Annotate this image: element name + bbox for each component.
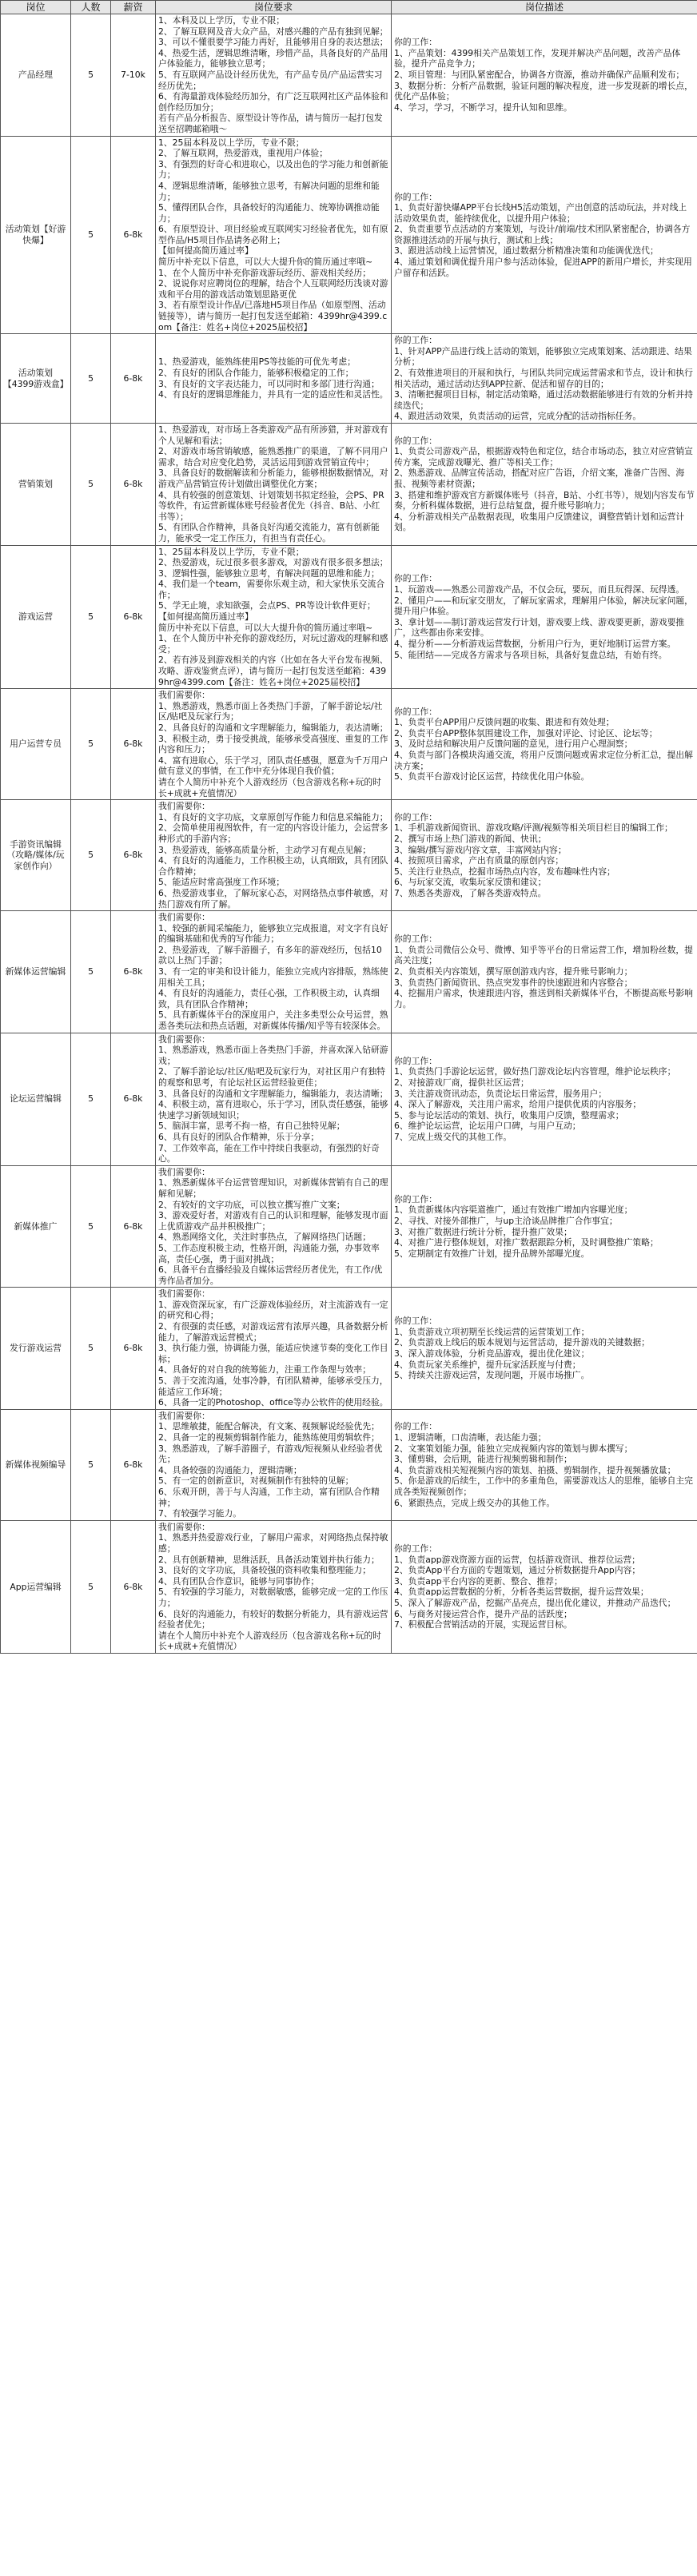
requirement-line: 4、热爱生活，逻辑思维清晰，珍惜产品，具备良好的产品用户体验能力，能够独立思考； <box>158 47 388 70</box>
description-line: 2、寻找、对接外部推广，与up主洽谈品牌推广合作事宜； <box>394 1215 618 1226</box>
cell-description <box>392 545 697 689</box>
table-body <box>1 14 697 1654</box>
description-line: 1、负责app游戏资源方面的运营，包括游戏资讯、推荐位运营； <box>394 1554 640 1565</box>
cell-description <box>392 423 697 545</box>
requirement-line: 6、具备平台直播经验及自媒体运营经历者优先，有工作/优秀作品者加分。 <box>158 1264 383 1286</box>
requirement-line: 若有产品分析报告、原型设计等作品，请与简历一起打包发送至招聘邮箱哦～ <box>158 113 383 134</box>
requirement-line: 1、在个人简历中补充你游戏游玩经历、游戏相关经历； <box>158 267 371 278</box>
requirement-line: 简历中补充以下信息，可以大大提升你的简历通过率哦~ <box>158 622 373 633</box>
requirement-line: 我们需要你： <box>158 912 210 923</box>
cell-position: 产品经理 <box>1 14 71 137</box>
table-row <box>1 1520 697 1653</box>
description-line: 4、学习，学习，不断学习，提升认知和思维。 <box>394 102 572 113</box>
description-line: 4、提分析——分析游戏运营数据，分析用户行为，更好地制订运营方案。 <box>394 639 676 650</box>
requirement-line: 6、热爱游戏事业，了解玩家心态，对网络热点事件敏感，对热门游戏有所了解。 <box>158 887 388 910</box>
cell-salary: 6-8k <box>111 911 156 1033</box>
cell-count: 5 <box>71 1409 111 1520</box>
description-line: 2、文案策划能力强，能独立完成视频内容的策划与脚本撰写； <box>394 1443 633 1454</box>
description-line: 2、负责相关内容策划，撰写原创游戏内容，提升账号影响力； <box>394 966 633 977</box>
header-requirements: 岗位要求 <box>156 1 392 14</box>
description-line: 你的工作： <box>394 1055 437 1066</box>
table-row <box>1 334 697 424</box>
requirement-line: 1、热爱游戏，能熟练使用PS等技能的可优先考虑； <box>158 356 356 368</box>
requirement-line: 2、有很强的责任感，对游戏运营有浓厚兴趣，具备数据分析能力，了解游戏运营模式； <box>158 1321 388 1343</box>
requirement-line: 我们需要你： <box>158 801 210 812</box>
requirement-line: 3、有良好的文字表达能力，可以同时和多部门进行沟通； <box>158 378 380 389</box>
description-line: 4、跟进活动效果，负责活动的运营，完成分配的活动指标任务。 <box>394 411 642 422</box>
cell-position: 新媒体视频编导 <box>1 1409 71 1520</box>
description-line: 1、针对APP产品进行线上活动的策划，能够独立完成策划案、活动跟进、结果分析； <box>394 345 692 368</box>
requirement-line: 6、具有良好的团队合作精神，乐于分享； <box>158 1131 320 1142</box>
description-line: 4、按照项目需求，产出有质量的原创内容； <box>394 855 564 866</box>
requirement-line: 3、有一定的审美和设计能力，能独立完成内容排版，熟练使用相关工具； <box>158 966 388 988</box>
requirement-line: 3、游戏爱好者，对游戏有自己的认识和理解，能够发现市面上优质游戏产品并积极推广； <box>158 1210 388 1232</box>
requirement-line: 2、了解手游论坛/社区/贴吧及玩家行为，对社区用户有独特的观察和思考，有论坛社区运营经验更佳； <box>158 1066 386 1088</box>
description-line: 4、挖掘用户需求，快速跟进内容，推送到相关新媒体平台，不断提高账号影响力。 <box>394 988 693 1009</box>
requirement-line: 1、游戏资深玩家，有广泛游戏体验经历，对主流游戏有一定的研究和心得； <box>158 1299 388 1321</box>
description-line: 4、负责游戏相关短视频内容的策划、拍摄、剪辑制作，提升视频播放量； <box>394 1464 676 1475</box>
description-line: 1、玩游戏——熟悉公司游戏产品，不仅会玩，要玩，而且玩得深、玩得透。 <box>394 584 685 595</box>
requirement-line: 我们需要你： <box>158 1166 210 1177</box>
cell-requirements <box>156 1409 392 1520</box>
cell-description <box>392 911 697 1033</box>
cell-salary: 6-8k <box>111 136 156 334</box>
requirement-line: 我们需要你： <box>158 1033 210 1045</box>
description-line: 4、通过策划和调优提升用户参与活动体验，促进APP的新用户增长，并实现用户留存和活跃。 <box>394 257 692 278</box>
requirement-line: 简历中补充以下信息，可以大大提升你的简历通过率哦~ <box>158 257 373 268</box>
table-row <box>1 911 697 1033</box>
description-line: 你的工作： <box>394 37 437 48</box>
requirement-line: 5、有互联网产品设计经历优先，有产品专员/产品运营实习经历优先； <box>158 69 383 91</box>
cell-description <box>392 1165 697 1288</box>
header-description: 岗位描述 <box>392 1 697 14</box>
cell-requirements <box>156 14 392 137</box>
description-line: 5、参与论坛活动的策划、执行，收集用户反馈，整理需求； <box>394 1109 624 1121</box>
requirement-line: 2、具有创新精神，思维活跃，具备活动策划并执行能力； <box>158 1554 380 1565</box>
description-line: 2、懂用户——和玩家交朋友，了解玩家需求，理解用户体验，解决玩家问题，提升用户体验。 <box>394 595 693 617</box>
requirement-line: 1、熟悉并热爱游戏行业，了解用户需求，对网络热点保持敏感； <box>158 1532 388 1554</box>
cell-salary: 6-8k <box>111 1165 156 1288</box>
requirement-line: 2、对游戏市场营销敏感，能熟悉推广的渠道，了解不同用户需求，结合对应变化趋势，灵活运用到游戏营销宣传中； <box>158 446 388 468</box>
requirement-line: 4、积极主动，富有进取心，乐于学习，团队责任感强，能够快速学习新领域知识； <box>158 1099 388 1121</box>
cell-requirements <box>156 800 392 911</box>
requirement-line: 2、会简单使用视图软件，有一定的内容设计能力，会运营多种形式的手游内容； <box>158 822 388 844</box>
requirement-line: 4、富有进取心，乐于学习，团队责任感强，愿意为千万用户做有意义的事情，在工作中充分体现自我价值； <box>158 754 388 777</box>
cell-salary: 6-8k <box>111 800 156 911</box>
description-line: 1、负责游戏立项初期至长线运营的运营策划工作； <box>394 1326 590 1337</box>
requirement-line: 4、我们是一个team，需要你乐观主动，和大家快乐交流合作； <box>158 579 385 600</box>
description-line: 你的工作： <box>394 573 437 584</box>
description-line: 1、负责好游快爆APP平台长线H5活动策划，产出创意的活动玩法，并对线上活动效果负责，能持续优化，以提升用户体验； <box>394 202 687 224</box>
description-line: 你的工作： <box>394 811 437 822</box>
requirement-line: 5、有较强的学习能力，对数据敏感，能够完成一定的工作压力； <box>158 1587 388 1608</box>
description-line: 4、深入了解游戏，关注用户需求，给用户提供优质的内容服务； <box>394 1099 642 1110</box>
cell-count: 5 <box>71 136 111 334</box>
table-row <box>1 689 697 800</box>
requirement-line: 1、本科及以上学历，专业不限； <box>158 15 285 26</box>
cell-salary: 6-8k <box>111 423 156 545</box>
requirement-line: 2、若有涉及到游戏相关的内容（比如在各大平台发布视频、攻略、游戏鉴赏点评），请与简历一起打包发送至邮箱：4399hr@4399.com【备注：姓名+岗位+2025届校招】 <box>158 655 388 687</box>
requirement-line: 请在个人简历中补充个人游戏经历（包含游戏名称+玩的时长+成就+充值情况） <box>158 1630 381 1652</box>
requirement-line: 3、具备良好的数据解读和分析能力，能够根据数据情况，对游戏产品营销宣传计划做出调整优化方案； <box>158 468 388 489</box>
cell-requirements <box>156 1520 392 1653</box>
description-line: 1、产品策划：4399相关产品策划工作，发现并解决产品问题，改善产品体验，提升产品竞争力； <box>394 47 681 70</box>
description-line: 2、有效推进项目的开展和执行，与团队共同完成运营需求和节点，设计和执行相关活动，通过活动达到APP拉新、促活和留存的目的； <box>394 368 693 389</box>
description-line: 5、持续关注游戏运营，发现问题，开展市场推广。 <box>394 1370 590 1381</box>
header-position: 岗位 <box>1 1 71 14</box>
table-row <box>1 14 697 137</box>
cell-salary: 6-8k <box>111 1288 156 1410</box>
description-line: 1、逻辑清晰，口齿清晰，表达能力强； <box>394 1432 547 1443</box>
table-row <box>1 1165 697 1288</box>
requirement-line: 6、具备一定的Photoshop、office等办公软件的使用经验。 <box>158 1397 388 1408</box>
requirement-line: 我们需要你： <box>158 1521 210 1532</box>
description-line: 3、搭建和维护游戏官方新媒体账号（抖音，B站、小红书等），规划内容发布节奏，分析科媒体数据，进行总结复盘，提升账号影响力； <box>394 489 695 512</box>
cell-count: 5 <box>71 911 111 1033</box>
requirement-line: 4、逻辑思维清晰，能够独立思考，有解决问题的思维和能力； <box>158 180 380 202</box>
cell-count: 5 <box>71 800 111 911</box>
requirement-line: 5、善于交流沟通，处事冷静，有团队精神，能够承受压力，能适应工作环境； <box>158 1376 388 1397</box>
cell-count: 5 <box>71 423 111 545</box>
cell-position: 手游资讯编辑（攻略/媒体/玩家创作向） <box>1 800 71 911</box>
requirement-line: 4、有良好的沟通能力，责任心强，工作积极主动，认真细致，具有团队合作精神； <box>158 988 380 1009</box>
description-line: 2、熟悉游戏、品牌宣传活动，搭配对应广告语，介绍文案，准备广告图、海报、视频等素材资源； <box>394 468 685 489</box>
requirement-line: 【如何提高简历通过率】 <box>158 245 253 257</box>
description-line: 1、负责热门手游论坛运营，做好热门游戏论坛内容管理，维护论坛秩序； <box>394 1066 676 1077</box>
header-row <box>1 1 697 14</box>
requirement-line: 3、若有原型设计作品/已落地H5项目作品（如原型图、活动链接等），请与简历一起打包发送至邮箱：4399hr@4399.com【备注：姓名+岗位+2025届校招】 <box>158 300 388 332</box>
requirement-line: 3、熟悉游戏，了解手游圈子，有游戏/短视频从业经验者优先； <box>158 1443 383 1465</box>
description-line: 6、维护论坛运营，论坛用户口碑，与用户互动； <box>394 1121 581 1132</box>
description-line: 4、分析游戏相关产品数据表现，收集用户反馈建议，调整营销计划和运营计划。 <box>394 511 685 533</box>
requirement-line: 6、有原型设计、项目经验或互联网实习经验者优先，如有原型作品/H5项目作品请务必附上； <box>158 224 388 245</box>
cell-position: 新媒体运营编辑 <box>1 911 71 1033</box>
requirement-line: 7、有较强学习能力。 <box>158 1508 242 1519</box>
requirement-line: 5、工作态度积极主动，性格开朗，沟通能力强，办事效率高，责任心强，勇于面对挑战； <box>158 1242 380 1264</box>
requirement-line: 6、良好的沟通能力，有较好的数据分析能力，具有游戏运营经验者优先； <box>158 1608 388 1630</box>
cell-count: 5 <box>71 334 111 424</box>
cell-salary: 6-8k <box>111 689 156 800</box>
requirement-line: 5、有一定的创新意识，对视频制作有独特的见解； <box>158 1475 354 1487</box>
requirement-line: 2、具备一定的视频剪辑制作能力，能熟练使用剪辑软件； <box>158 1432 380 1443</box>
requirement-line: 4、有良好的逻辑思维能力，并具有一定的适应性和灵活性。 <box>158 389 388 400</box>
description-line: 1、负责公司游戏产品，根据游戏特色和定位，结合市场动态，独立对应营销宣传方案，完成游戏曝光、推广等相关工作； <box>394 446 693 468</box>
table-row <box>1 1409 697 1520</box>
cell-description <box>392 1288 697 1410</box>
description-line: 你的工作： <box>394 934 437 945</box>
requirement-line: 5、有团队合作精神，具备良好沟通交流能力，富有创新能力，能承受一定工作压力，有担当有责任心。 <box>158 522 380 543</box>
cell-description <box>392 136 697 334</box>
table-row <box>1 800 697 911</box>
cell-salary: 6-8k <box>111 545 156 689</box>
description-line: 5、定期制定有效推广计划，提升品牌外部曝光度。 <box>394 1248 590 1259</box>
description-line: 3、关注游戏资讯动态，负责论坛日常运营，服务用户； <box>394 1088 607 1099</box>
cell-count: 5 <box>71 689 111 800</box>
cell-salary: 6-8k <box>111 1409 156 1520</box>
requirement-line: 4、具有较强的创意策划、计划策划书拟定经验，会PS、PR等软件，有运营新媒体账号经验者优先（抖音、B站、小红书等）； <box>158 489 384 522</box>
description-line: 4、负责app运营数据的分析，分析各类运营数据，提升运营效果； <box>394 1587 649 1598</box>
requirement-line: 3、积极主动，勇于接受挑战，能够承受高强度、重复的工作内容和压力； <box>158 733 388 755</box>
requirement-line: 【如何提高简历通过率】 <box>158 611 253 623</box>
requirement-line: 请在个人简历中补充个人游戏经历（包含游戏名称+玩的时长+成就+充值情况） <box>158 776 381 798</box>
requirement-line: 3、具备良好的沟通和文字理解能力，编辑能力，表达清晰； <box>158 1088 388 1099</box>
description-line: 6、紧跟热点，完成上级交办的其他工作。 <box>394 1497 556 1508</box>
description-line: 3、跟进活动线上运营情况，通过数据分析精准决策和功能调优迭代； <box>394 245 659 257</box>
description-line: 你的工作： <box>394 191 437 202</box>
requirement-line: 3、有强烈的好奇心和进取心，以及出色的学习能力和创新能力； <box>158 158 388 181</box>
description-line: 你的工作： <box>394 435 437 446</box>
cell-salary: 7-10k <box>111 14 156 137</box>
cell-count: 5 <box>71 14 111 137</box>
requirement-line: 1、25届本科及以上学历，专业不限； <box>158 137 305 148</box>
cell-description <box>392 1409 697 1520</box>
description-line: 2、负责重要节点活动的方案策划，与设计/前端/技术团队紧密配合，协调各方资源推进活动的开展与执行，测试和上线； <box>394 224 691 245</box>
cell-salary: 6-8k <box>111 1520 156 1653</box>
requirement-line: 3、良好的文字功底，具备较强的资料收集和整理能力； <box>158 1565 371 1576</box>
description-line: 5、你是游戏的后续生，工作中的多重角色，需要游戏达人的思维，能够自主完成各类短视频创作； <box>394 1475 693 1497</box>
requirement-line: 5、懂得团队合作，具备较好的沟通能力、统筹协调推动能力； <box>158 202 380 224</box>
cell-position: 发行游戏运营 <box>1 1288 71 1410</box>
description-line: 2、撰写市场上热门游戏的新闻、快讯； <box>394 833 547 844</box>
cell-requirements <box>156 545 392 689</box>
description-line: 3、对推广数据进行统计分析，提升推广效果； <box>394 1226 572 1237</box>
cell-description <box>392 1033 697 1165</box>
cell-position: 活动策划【好游快爆】 <box>1 136 71 334</box>
description-line: 6、与玩家交流，收集玩家反馈和建议； <box>394 877 547 888</box>
requirement-line: 4、有良好的沟通能力，工作积极主动，认真细致，具有团队合作精神； <box>158 855 388 877</box>
description-line: 你的工作： <box>394 1316 437 1327</box>
description-line: 2、负责平台APP整体氛围建设工作，加强对评论、讨论区、论坛等； <box>394 727 658 739</box>
requirement-line: 1、熟悉游戏，熟悉市面上各类热门手游，了解手游论坛/社区/贴吧及玩家行为； <box>158 700 383 723</box>
requirement-line: 3、逻辑性强，能够独立思考，有解决问题的思维和能力； <box>158 567 380 579</box>
requirement-line: 4、具备较强的沟通能力，逻辑清晰； <box>158 1464 302 1475</box>
cell-position: 论坛运营编辑 <box>1 1033 71 1165</box>
cell-position: 活动策划【4399游戏盒】 <box>1 334 71 424</box>
requirement-line: 6、乐观开朗，善于与人沟通，工作主动，富有团队合作精神； <box>158 1486 380 1508</box>
description-line: 3、编辑/撰写游戏内容文章，丰富网站内容； <box>394 844 567 855</box>
requirement-line: 3、执行能力强，协调能力强，能适应快速节奏的变化工作目标； <box>158 1343 388 1364</box>
requirement-line: 5、学无止境，求知欲强，会点PS、PR等设计软件更好； <box>158 600 376 611</box>
requirement-line: 4、具备好的对自我的统筹能力，注重工作条理与效率； <box>158 1364 371 1376</box>
cell-position: App运营编辑 <box>1 1520 71 1653</box>
cell-requirements <box>156 689 392 800</box>
description-line: 2、负责游戏上线后的版本规划与运营活动，提升游戏的关键数据； <box>394 1337 650 1348</box>
cell-count: 5 <box>71 1033 111 1165</box>
description-line: 5、深入了解游戏产品，挖掘产品亮点，提出优化建议，并推动产品迭代； <box>394 1597 676 1608</box>
table-row <box>1 423 697 545</box>
requirement-line: 5、脑洞丰富，思考不拘一格，有自己独特见解； <box>158 1121 345 1132</box>
cell-description <box>392 689 697 800</box>
table-row <box>1 1033 697 1165</box>
cell-requirements <box>156 1288 392 1410</box>
description-line: 你的工作： <box>394 1543 437 1554</box>
requirement-line: 2、热爱游戏，了解手游圈子，有多年的游戏经历，包括10款以上热门手游； <box>158 944 382 966</box>
cell-count: 5 <box>71 1288 111 1410</box>
requirement-line: 2、有较好的文字功底，可以独立撰写推广文案； <box>158 1199 345 1210</box>
cell-requirements <box>156 136 392 334</box>
requirement-line: 1、在个人简历中补充你的游戏经历，对玩过游戏的理解和感受； <box>158 633 388 655</box>
description-line: 6、与商务对接运营合作，提升产品的活跃度； <box>394 1608 572 1619</box>
cell-count: 5 <box>71 1520 111 1653</box>
requirement-line: 7、工作效率高，能在工作中持续自我驱动，有强烈的好奇心。 <box>158 1142 380 1165</box>
description-line: 7、熟悉各类游戏，了解各类游戏特点。 <box>394 887 547 898</box>
cell-position: 新媒体推广 <box>1 1165 71 1288</box>
description-line: 3、清晰把握项目目标，制定活动策略，通过活动数据能够进行有效的分析并持续迭代； <box>394 389 693 411</box>
description-line: 1、负责新媒体内容渠道推广，通过有效推广增加内容曝光度； <box>394 1204 633 1216</box>
requirement-line: 6、有海量游戏体验经历加分，有广泛互联网社区产品体验和创作经历加分； <box>158 91 388 113</box>
cell-count: 5 <box>71 545 111 689</box>
description-line: 3、负责热门新闻资讯、热点突发事件的快速跟进和内容整合； <box>394 977 633 988</box>
requirement-line: 1、熟悉游戏，熟悉市面上各类热门手游，并喜欢深入钻研游戏； <box>158 1045 388 1066</box>
cell-requirements <box>156 1033 392 1165</box>
requirement-line: 2、有良好的团队合作能力，能够积极稳定的工作； <box>158 368 354 378</box>
description-line: 4、负责玩家关系维护，提升玩家活跃度与付费； <box>394 1359 581 1370</box>
description-line: 你的工作： <box>394 706 437 717</box>
description-line: 2、项目管理：与团队紧密配合，协调各方资源，推动并确保产品顺利发布； <box>394 69 685 80</box>
cell-requirements <box>156 423 392 545</box>
requirement-line: 1、思维敏捷，能配合解决，有文案、视频解说经验优先； <box>158 1421 380 1432</box>
description-line: 7、积极配合营销活动的开展，实现运营目标。 <box>394 1619 572 1630</box>
cell-description <box>392 14 697 137</box>
cell-salary: 6-8k <box>111 1033 156 1165</box>
requirement-line: 我们需要你： <box>158 690 210 701</box>
description-line: 1、手机游戏新闻资讯、游戏攻略/评测/视频等相关项目栏目的编辑工作； <box>394 822 673 834</box>
cell-description <box>392 1520 697 1653</box>
description-line: 3、深入游戏体验，分析竞品游戏，提出优化建议； <box>394 1348 590 1360</box>
requirement-line: 1、有良好的文字功底，文章原创写作能力和信息采编能力； <box>158 811 388 822</box>
description-line: 3、及时总结和解决用户反馈问题的意见，进行用户心理洞察； <box>394 739 633 750</box>
cell-count: 5 <box>71 1165 111 1288</box>
description-line: 1、负责公司微信公众号、微博、知乎等平台的日常运营工作，增加粉丝数，提高关注度； <box>394 944 693 966</box>
requirement-line: 2、了解互联网及音大众产品，对感兴趣的产品有独到见解； <box>158 26 388 37</box>
cell-description <box>392 334 697 424</box>
cell-requirements <box>156 911 392 1033</box>
cell-description <box>392 800 697 911</box>
cell-salary: 6-8k <box>111 334 156 424</box>
description-line: 3、懂剪辑，会后期，能进行视频剪辑和制作； <box>394 1454 572 1465</box>
table-row <box>1 545 697 689</box>
description-line: 3、数据分析：分析产品数据，验证问题的解决程度，进一步发现新的增长点，优化产品体验； <box>394 80 693 102</box>
requirement-line: 1、热爱游戏，对市场上各类游戏产品有所涉猎，并对游戏有个人见解和看法； <box>158 424 388 446</box>
requirement-line: 1、较强的新闻采编能力，能够独立完成报道，对文字有良好的编辑基础和优秀的写作能力； <box>158 922 388 945</box>
cell-position: 用户运营专员 <box>1 689 71 800</box>
requirement-line: 1、熟悉新媒体平台运营管理知识，对新媒体营销有自己的理解和见解； <box>158 1177 388 1199</box>
requirement-line: 5、具有新媒体平台的深度用户，关注多类型公众号运营，熟悉各类玩法和热点话题，对新媒体传播/知乎等有较深体会。 <box>158 1009 388 1032</box>
table-row <box>1 1288 697 1410</box>
requirement-line: 4、具有团队合作意识，能够与同事协作； <box>158 1575 320 1587</box>
description-line: 3、拿计划——制订游戏运营发行计划，游戏要上线、游戏要更新，游戏要推广，这些都由你来安排。 <box>394 616 685 639</box>
description-line: 4、负责与部门各模块沟通交流，将用户反馈问题或需求定位分析汇总，提出解决方案； <box>394 749 693 771</box>
cell-position: 营销策划 <box>1 423 71 545</box>
description-line: 1、负责平台APP用户反馈问题的收集、跟进和有效处理； <box>394 717 615 728</box>
table-row <box>1 136 697 334</box>
description-line: 你的工作： <box>394 1193 437 1204</box>
header-count: 人数 <box>71 1 111 14</box>
description-line: 5、负责平台游戏讨论区运营，持续优化用户体验。 <box>394 771 590 782</box>
description-line: 5、能团结——完成各方需求与各项目标，具备好复盘总结，有始有终。 <box>394 649 667 660</box>
description-line: 7、完成上级交代的其他工作。 <box>394 1131 512 1142</box>
requirement-line: 我们需要你： <box>158 1288 210 1300</box>
description-line: 4、对推广进行整体规划，对推广数据跟踪分析，及时调整推广策略； <box>394 1237 659 1248</box>
description-line: 3、负责app平台内容的更新、整合、推荐； <box>394 1575 563 1587</box>
description-line: 你的工作： <box>394 335 437 346</box>
requirement-line: 2、了解互联网，热爱游戏，重视用户体验； <box>158 148 329 159</box>
requirement-line: 5、能适应时常高强度工作环境； <box>158 877 285 888</box>
cell-requirements <box>156 1165 392 1288</box>
description-line: 2、负责App平台方面的专题策划，通过分析数据提升App内容； <box>394 1565 641 1576</box>
requirement-line: 2、具备良好的沟通和文字理解能力，编辑能力，表达清晰； <box>158 723 388 733</box>
requirement-line: 3、热爱游戏，能够高质量分析，主动学习有观点见解； <box>158 844 371 855</box>
requirement-line: 2、热爱游戏，玩过很多很多游戏，对游戏有很多很多想法； <box>158 557 388 568</box>
requirement-line: 3、可以不懂很要学习能力再好，且能够用自身的表达想法； <box>158 37 388 48</box>
cell-requirements <box>156 334 392 424</box>
cell-position: 游戏运营 <box>1 545 71 689</box>
requirement-line: 我们需要你： <box>158 1410 210 1421</box>
header-salary: 薪资 <box>111 1 156 14</box>
requirement-line: 1、25届本科及以上学历，专业不限； <box>158 546 305 557</box>
description-line: 5、关注行业热点，挖掘市场热点内容，发布趣味性内容； <box>394 866 615 877</box>
requirement-line: 2、说说你对应聘岗位的理解，结合个人互联网经历浅谈对游戏和平台用的游戏活动策划思路更优 <box>158 278 388 300</box>
description-line: 你的工作： <box>394 1421 437 1432</box>
description-line: 2、对接游戏厂商，提供社区运营； <box>394 1077 529 1088</box>
requirement-line: 4、熟悉网络文化，关注时事热点，了解网络热门话题； <box>158 1232 371 1243</box>
